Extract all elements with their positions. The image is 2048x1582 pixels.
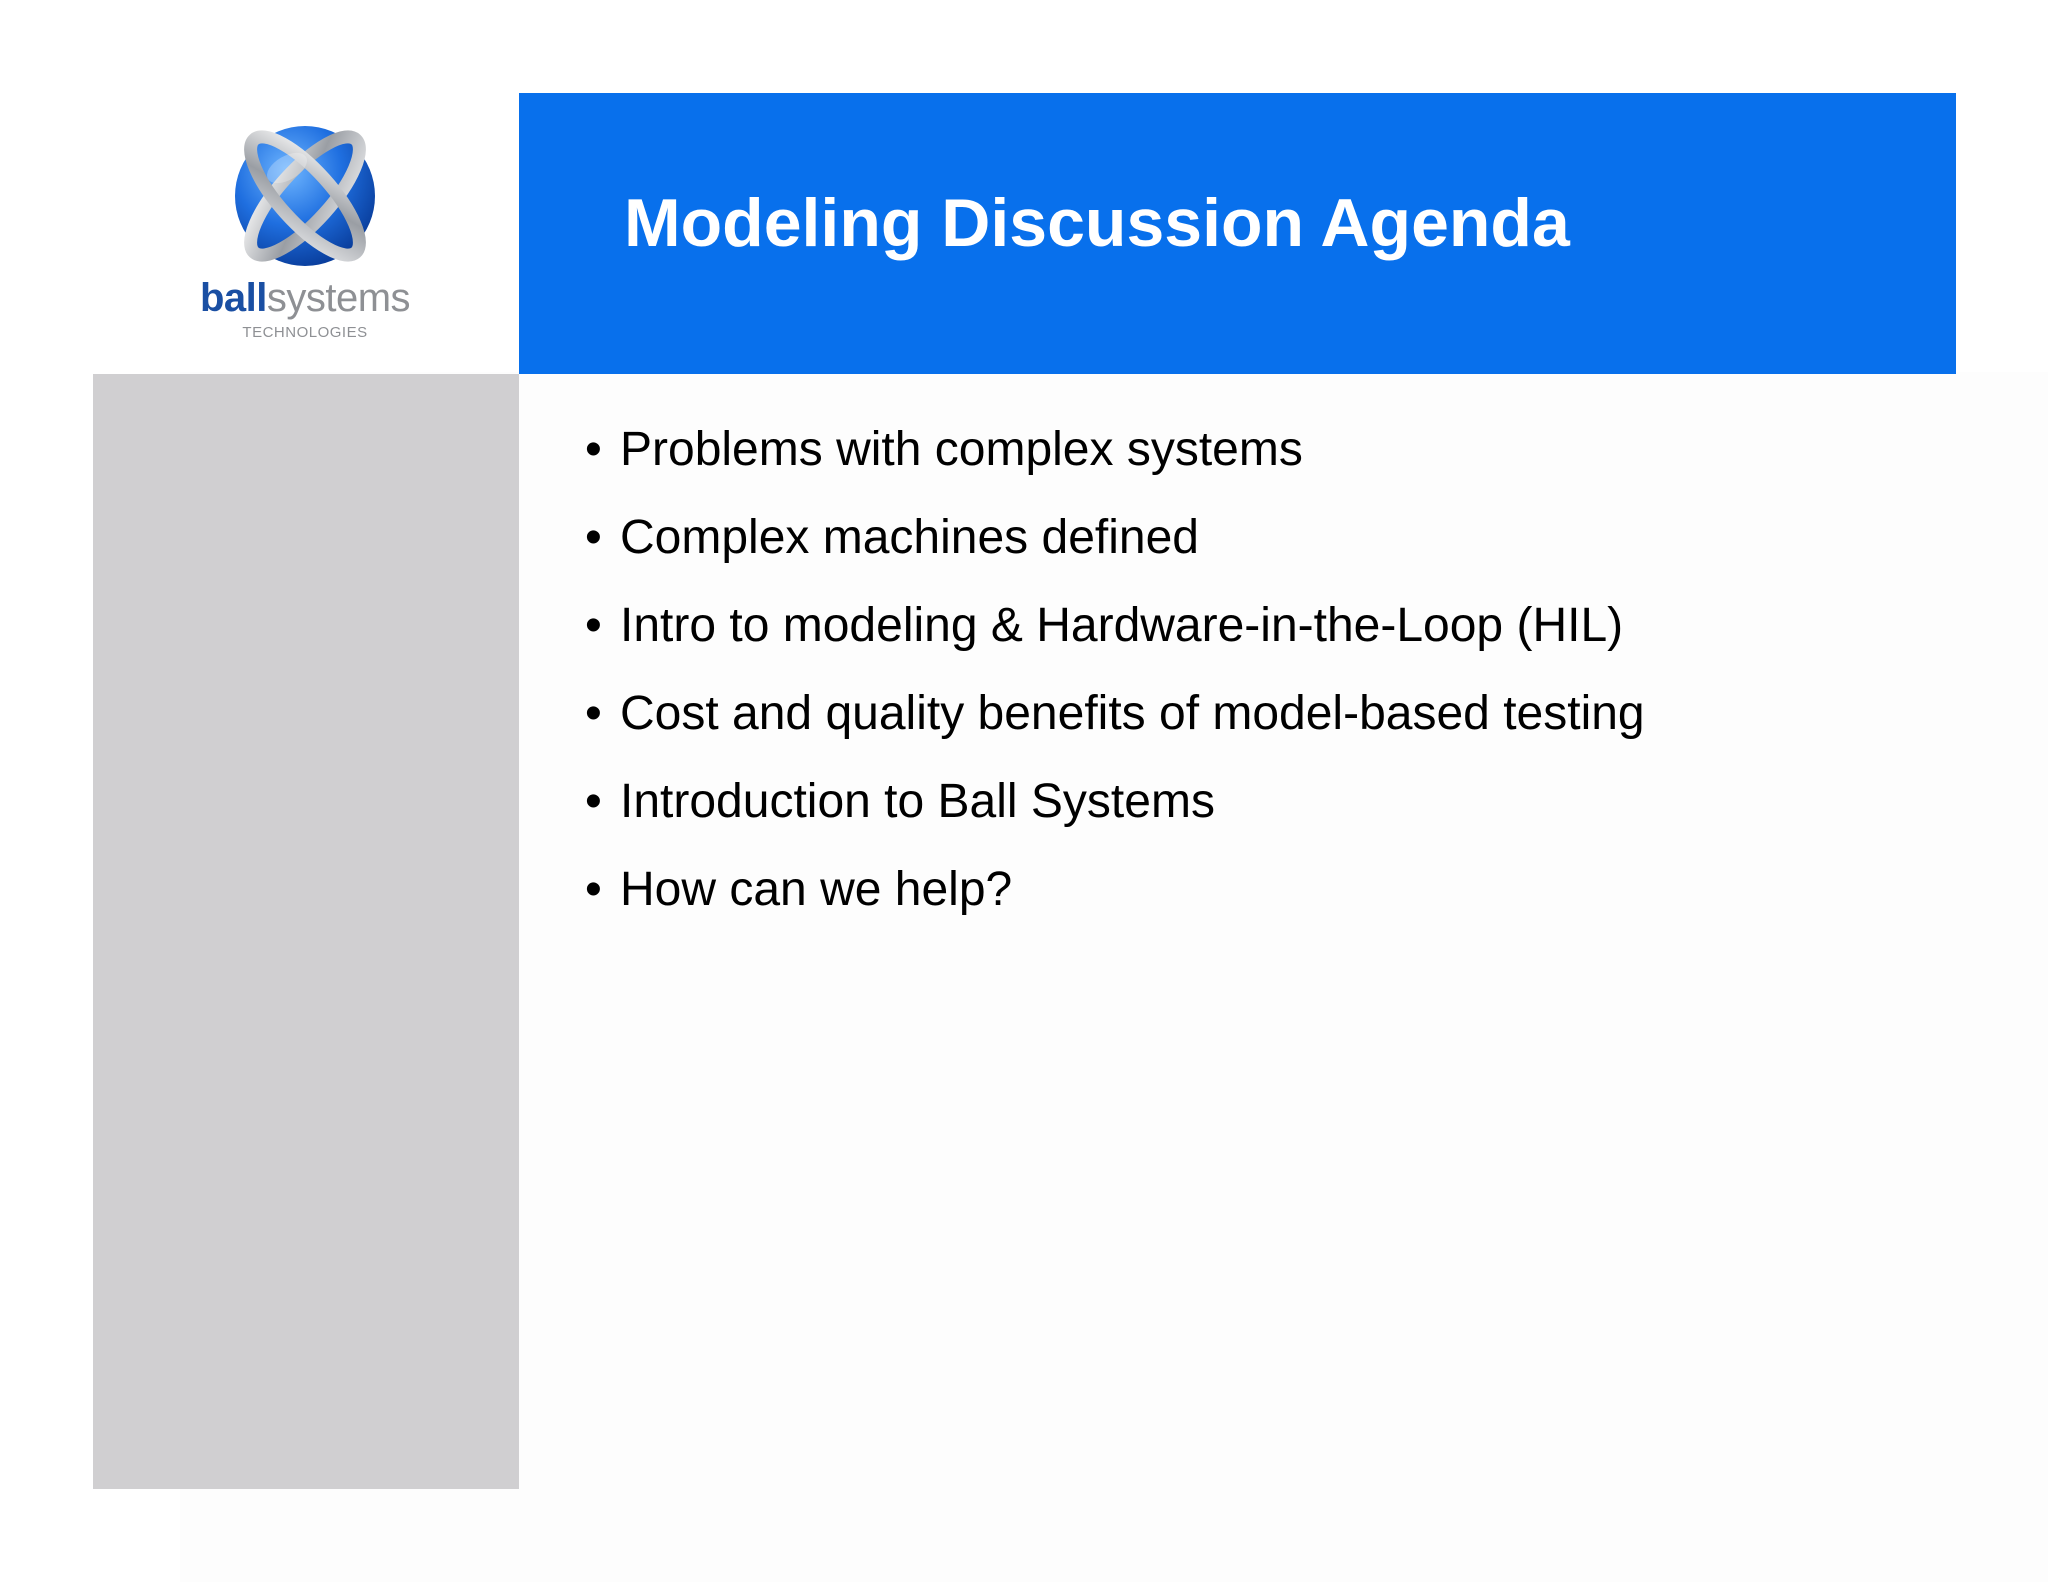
agenda-item <box>585 402 1645 490</box>
agenda-item-text: How can we help? <box>620 863 1013 916</box>
bullet-icon: • <box>585 687 602 740</box>
agenda-item-text: Complex machines defined <box>620 511 1199 564</box>
agenda-item-text: Cost and quality benefits of model-based testing <box>620 687 1645 740</box>
agenda-item <box>585 578 1645 666</box>
logo-tagline: TECHNOLOGIES <box>242 324 368 341</box>
globe-logo-icon <box>225 118 385 278</box>
bullet-icon: • <box>585 511 602 564</box>
agenda-item <box>585 754 1645 842</box>
agenda-item <box>585 842 1645 930</box>
bullet-icon: • <box>585 599 602 652</box>
agenda-item <box>585 490 1645 578</box>
bullet-icon: • <box>585 423 602 476</box>
agenda-item-text: Introduction to Ball Systems <box>620 775 1215 828</box>
logo-wordmark-light: systems <box>266 276 411 320</box>
side-panel <box>93 374 519 1489</box>
logo-wordmark <box>170 278 440 318</box>
agenda-list <box>585 402 1645 930</box>
agenda-item-text: Problems with complex systems <box>620 423 1303 476</box>
bullet-icon: • <box>585 863 602 916</box>
company-logo <box>170 118 440 348</box>
agenda-item-text: Intro to modeling & Hardware-in-the-Loop (HIL) <box>620 599 1624 652</box>
agenda-item <box>585 666 1645 754</box>
bullet-icon: • <box>585 775 602 828</box>
slide-title: Modeling Discussion Agenda <box>624 185 1570 261</box>
logo-wordmark-bold: ball <box>199 276 267 320</box>
